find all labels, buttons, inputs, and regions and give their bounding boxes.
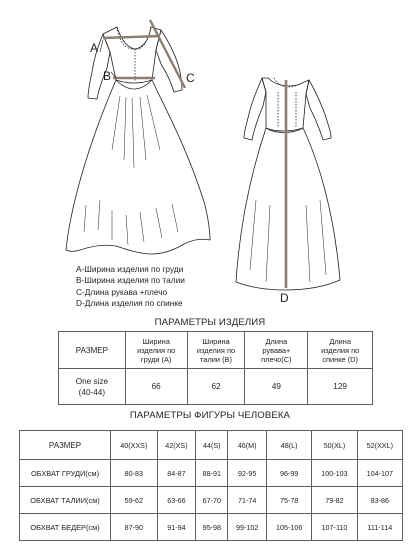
table-cell: 80-83: [111, 460, 158, 487]
table-row: [59, 369, 373, 405]
table-cell: 111-114: [357, 514, 402, 541]
table-cell: 96-99: [267, 460, 312, 487]
size-header: 44(S): [196, 431, 228, 460]
back-left-sleeve: [244, 78, 266, 140]
table-cell: 67-70: [196, 487, 228, 514]
table-cell: 63-66: [157, 487, 196, 514]
measure-line-a: [103, 36, 160, 38]
table-cell: 95-98: [196, 514, 228, 541]
row-label: ОБХВАТ ГРУДИ(см): [20, 460, 111, 487]
size-header: 52(XXL): [357, 431, 402, 460]
table-cell: 105-106: [267, 514, 312, 541]
table-cell: 104-107: [357, 460, 402, 487]
table-cell: 88-91: [196, 460, 228, 487]
figure-table-title: ПАРАМЕТРЫ ФИГУРЫ ЧЕЛОВЕКА: [129, 410, 291, 421]
table-cell: 91-94: [157, 514, 196, 541]
table-header-row: [20, 431, 403, 460]
measurement-legend: [76, 264, 185, 309]
header-size: РАЗМЕР: [59, 332, 126, 369]
header-col-c: Длина рувава+ плечо(C): [245, 332, 308, 369]
row-label: ОБХВАТ ТАЛИИ(см): [20, 487, 111, 514]
marker-c: C: [186, 71, 195, 85]
table-cell: 71-74: [228, 487, 267, 514]
table-cell: 59-62: [111, 487, 158, 514]
table-cell: 79-82: [312, 487, 357, 514]
table-cell: 87-90: [111, 514, 158, 541]
legend-item-a: A-Ширина изделия по груди: [76, 264, 184, 274]
size-header: 40(XXS): [111, 431, 158, 460]
legend-item-d: D-Длина изделия по спинке: [76, 297, 183, 308]
header-col-a: Ширина изделия по груди (A): [125, 332, 187, 369]
table-cell: 92-95: [228, 460, 267, 487]
table-header-row: [59, 332, 373, 369]
table-cell: 100-103: [312, 460, 357, 487]
marker-d: D: [280, 291, 289, 305]
size-cell: One size (40-44): [59, 369, 126, 405]
value-b: 62: [187, 369, 245, 405]
size-header: 50(XL): [312, 431, 357, 460]
front-skirt: [66, 80, 210, 254]
table-row: [20, 487, 403, 514]
dress-front-view: [66, 27, 210, 254]
marker-a: A: [90, 41, 99, 55]
size-header: 48(L): [267, 431, 312, 460]
table-cell: 75-78: [267, 487, 312, 514]
product-parameters-table: [58, 331, 373, 405]
dress-back-view: [236, 78, 340, 290]
table-row: [20, 514, 403, 541]
value-c: 49: [245, 369, 308, 405]
header-size: РАЗМЕР: [20, 431, 111, 460]
table-row: [20, 460, 403, 487]
marker-b: B: [103, 69, 112, 83]
figure-parameters-table: [19, 430, 403, 541]
table-cell: 84-87: [157, 460, 196, 487]
legend-item-b: B-Ширина изделия по талии: [76, 275, 185, 286]
legend-item-c: C-Длина рукава +плечо: [76, 286, 168, 297]
row-label: ОБХВАТ БЕДЕР(см): [20, 514, 111, 541]
table-cell: 83-86: [357, 487, 402, 514]
header-col-d: Длина изделия по спинке (D): [308, 332, 373, 369]
header-col-b: Ширина изделия по талии (B): [187, 332, 245, 369]
size-header: 42(XS): [157, 431, 196, 460]
table-cell: 99-102: [228, 514, 267, 541]
value-d: 129: [308, 369, 373, 405]
back-skirt: [236, 128, 340, 290]
size-header: 46(M): [228, 431, 267, 460]
back-right-sleeve: [306, 80, 331, 140]
value-a: 66: [125, 369, 187, 405]
product-table-title: ПАРАМЕТРЫ ИЗДЕЛИЯ: [154, 317, 266, 328]
table-cell: 107-110: [312, 514, 357, 541]
